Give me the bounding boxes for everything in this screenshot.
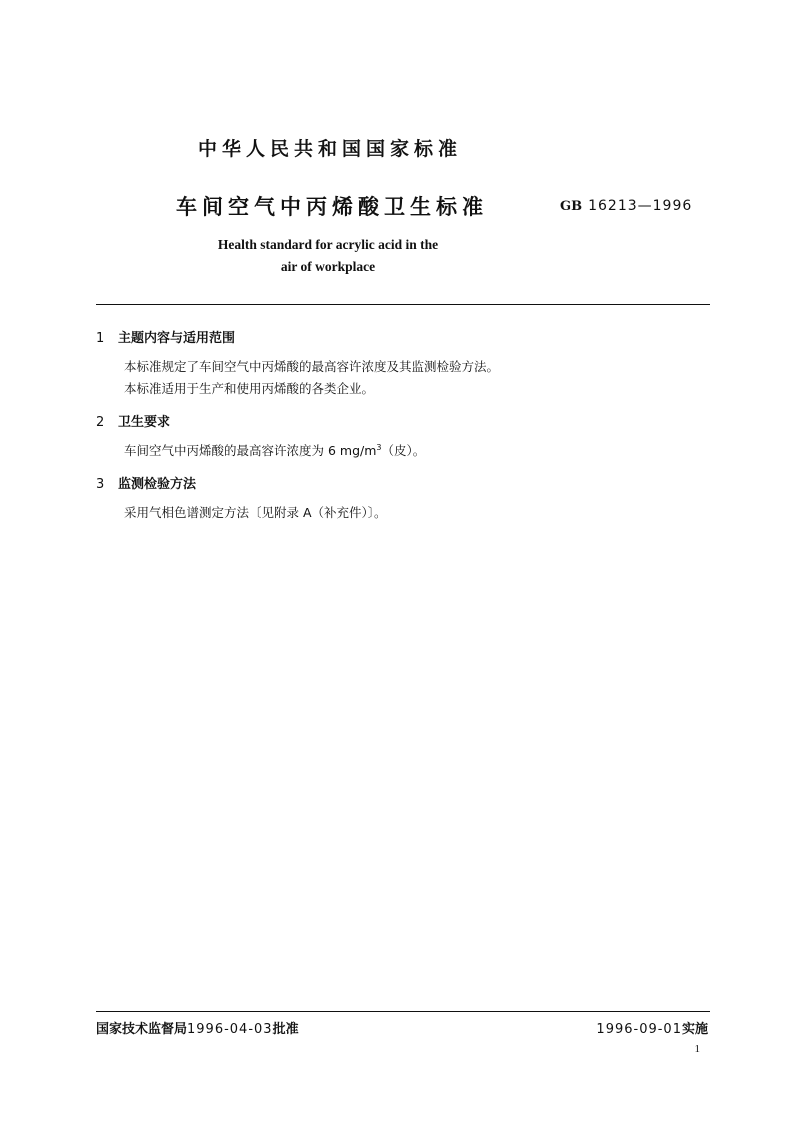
section-3-paragraph: 采用气相色谱测定方法〔见附录 A（补充件）〕。 (124, 505, 387, 520)
header-divider (96, 304, 710, 305)
section-2-superscript: 3 (376, 442, 382, 452)
standard-code-prefix: GB (560, 199, 583, 214)
standard-title-cn: 车间空气中丙烯酸卫生标准 (176, 195, 488, 219)
section-2-heading (96, 411, 170, 430)
section-3-heading (96, 473, 196, 492)
standard-title-en-line2: air of workplace (280, 259, 376, 274)
page-number: 1 (694, 1043, 700, 1055)
section-2-text-suffix: （皮）。 (381, 443, 426, 458)
section-1-paragraph-2: 本标准适用于生产和使用丙烯酸的各类企业。 (124, 381, 375, 396)
standard-code-number: 16213—1996 (588, 198, 693, 214)
footer-issuer: 国家技术监督局 (96, 1022, 188, 1037)
footer-effective-date: 1996-09-01 (596, 1022, 682, 1037)
national-standard-heading: 中华人民共和国国家标准 (197, 138, 462, 160)
section-2-text: 车间空气中丙烯酸的最高容许浓度为 6 mg/m (124, 443, 377, 458)
section-3-number: 3 (96, 477, 105, 492)
section-2-title: 卫生要求 (118, 415, 171, 430)
section-1-number: 1 (96, 331, 105, 346)
section-2-paragraph (124, 441, 425, 459)
footer-effective-label: 实施 (681, 1022, 708, 1037)
footer-effective (596, 1018, 708, 1037)
footer-approval (96, 1018, 299, 1037)
section-2-number: 2 (96, 415, 105, 430)
section-1-heading (96, 327, 235, 346)
section-1-paragraph-1: 本标准规定了车间空气中丙烯酸的最高容许浓度及其监测检验方法。 (124, 359, 500, 374)
section-3-title: 监测检验方法 (118, 477, 197, 492)
section-1-title: 主题内容与适用范围 (118, 331, 236, 346)
standard-title-en (0, 234, 656, 278)
standard-code (560, 198, 692, 214)
footer-divider (96, 1011, 710, 1012)
standard-title-en-line1: Health standard for acrylic acid in the (217, 237, 439, 252)
footer-approve-date: 1996-04-03 (187, 1022, 273, 1037)
footer-approve-label: 批准 (272, 1022, 299, 1037)
